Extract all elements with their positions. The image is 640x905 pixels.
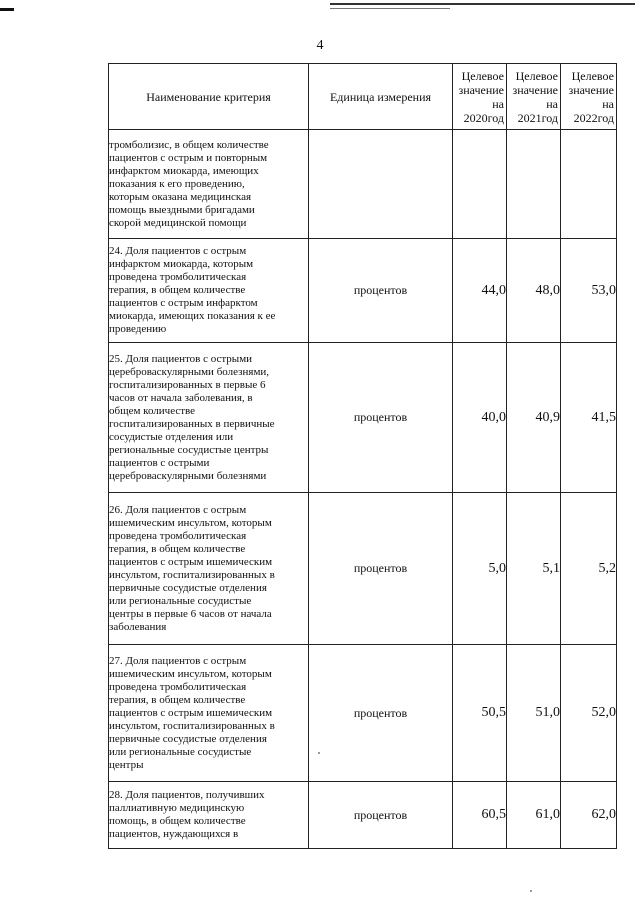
text-line: проведению <box>109 323 167 335</box>
text-line: миокарда, имеющих показания к ее <box>109 310 276 322</box>
table-row <box>109 782 617 849</box>
value-2020: 50,5 <box>453 645 507 782</box>
text-line: помощь выездными бригадами <box>109 203 255 216</box>
header-unit: Единица измерения <box>309 64 453 130</box>
text-line: или региональные сосудистые <box>109 745 252 758</box>
page-number: 4 <box>316 38 324 53</box>
text-line: пациентов с острым ишемическим <box>109 555 273 568</box>
value-2022: 52,0 <box>561 645 617 782</box>
text-line: инсультом, госпитализированных в <box>109 719 275 732</box>
value-2021 <box>507 130 561 239</box>
value-2022 <box>561 130 617 239</box>
text-line: терапия, в общем количестве <box>109 284 246 296</box>
text-line: цереброваскулярными болезнями, <box>109 365 270 378</box>
text-line: проведена тромболитическая <box>109 529 247 542</box>
table-row <box>109 645 617 782</box>
table-row <box>109 493 617 645</box>
header-line: на <box>492 96 504 111</box>
scan-line <box>330 3 635 5</box>
value-2022: 41,5 <box>561 343 617 493</box>
header-line: значение <box>458 82 504 97</box>
text-line: заболевания <box>109 620 167 633</box>
table-row <box>109 343 617 493</box>
criterion-name <box>109 343 309 493</box>
value-2021: 5,1 <box>507 493 561 645</box>
criteria-table <box>108 63 617 849</box>
text-line: паллиативную медицинскую <box>109 802 245 814</box>
text-line: проведена тромболитическая <box>109 271 247 283</box>
text-line: 27. Доля пациентов с острым <box>109 654 247 667</box>
text-line: общем количестве <box>109 404 196 417</box>
table-row <box>109 239 617 343</box>
scan-line <box>330 8 450 9</box>
criterion-name <box>109 493 309 645</box>
text-line: пациентов с острым и повторным <box>109 151 268 164</box>
unit-cell: процентов <box>309 782 453 849</box>
value-2020: 44,0 <box>453 239 507 343</box>
header-line: Целевое <box>515 68 558 83</box>
value-2022: 5,2 <box>561 493 617 645</box>
unit-cell: процентов <box>309 343 453 493</box>
text-line: показания к его проведению, <box>109 177 245 190</box>
criterion-name <box>109 239 309 343</box>
text-line: терапия, в общем количестве <box>109 542 246 555</box>
value-2022: 62,0 <box>561 782 617 849</box>
unit-cell: процентов <box>309 239 453 343</box>
criterion-name <box>109 782 309 849</box>
text-line: терапия, в общем количестве <box>109 693 246 706</box>
text-line: проведена тромболитическая <box>109 680 247 693</box>
text-line: 28. Доля пациентов, получивших <box>109 789 265 801</box>
header-line: значение <box>568 82 614 97</box>
text-line: которым оказана медицинская <box>109 190 252 203</box>
text-line: госпитализированных в первичные <box>109 417 275 430</box>
scan-speck <box>530 890 532 892</box>
criterion-name <box>109 130 309 239</box>
header-line: значение <box>512 82 558 97</box>
header-line: Целевое <box>571 68 614 83</box>
header-year-2020 <box>453 64 507 130</box>
scan-mark <box>0 8 14 11</box>
header-line: на <box>546 96 558 111</box>
header-year-2022 <box>561 64 617 130</box>
unit-cell <box>309 130 453 239</box>
value-2021: 61,0 <box>507 782 561 849</box>
text-line: сосудистые отделения или <box>109 430 234 443</box>
text-line: тромболизис, в общем количестве <box>109 138 269 151</box>
text-line: инфарктом миокарда, которым <box>109 258 254 270</box>
value-2021: 51,0 <box>507 645 561 782</box>
value-2020: 5,0 <box>453 493 507 645</box>
value-2022: 53,0 <box>561 239 617 343</box>
text-line: инсультом, госпитализированных в <box>109 568 275 581</box>
text-line: цереброваскулярными болезнями <box>109 469 267 482</box>
header-line: на <box>602 96 614 111</box>
text-line: пациентов, нуждающихся в <box>109 828 239 840</box>
value-2021: 40,9 <box>507 343 561 493</box>
criterion-name <box>109 645 309 782</box>
text-line: 24. Доля пациентов с острым <box>109 245 247 257</box>
header-row <box>109 64 617 130</box>
text-line: скорой медицинской помощи <box>109 216 247 229</box>
text-line: госпитализированных в первые 6 <box>109 378 266 391</box>
value-2021: 48,0 <box>507 239 561 343</box>
text-line: пациентов с острыми <box>109 456 210 469</box>
header-line: 2020год <box>463 110 504 125</box>
text-line: инфарктом миокарда, имеющих <box>109 164 259 177</box>
unit-cell: процентов <box>309 493 453 645</box>
value-2020: 40,0 <box>453 343 507 493</box>
text-line: региональные сосудистые центры <box>109 443 269 456</box>
table-row <box>109 130 617 239</box>
text-line: 26. Доля пациентов с острым <box>109 503 247 516</box>
text-line: помощь, в общем количестве <box>109 815 246 827</box>
text-line: или региональные сосудистые <box>109 594 252 607</box>
text-line: пациентов с острым ишемическим <box>109 706 273 719</box>
text-line: центры <box>109 758 144 771</box>
header-line: 2022год <box>573 110 614 125</box>
text-line: часов от начала заболевания, в <box>109 391 253 404</box>
text-line: ишемическим инсультом, которым <box>109 516 272 529</box>
value-2020 <box>453 130 507 239</box>
value-2020: 60,5 <box>453 782 507 849</box>
unit-cell: процентов <box>309 645 453 782</box>
text-line: 25. Доля пациентов с острыми <box>109 352 253 365</box>
text-line: первичные сосудистые отделения <box>109 581 267 594</box>
text-line: центры в первые 6 часов от начала <box>109 607 272 620</box>
header-line: Целевое <box>461 68 504 83</box>
text-line: пациентов с острым инфарктом <box>109 297 258 309</box>
header-year-2021 <box>507 64 561 130</box>
header-name: Наименование критерия <box>109 64 309 130</box>
text-line: первичные сосудистые отделения <box>109 732 267 745</box>
text-line: ишемическим инсультом, которым <box>109 667 272 680</box>
header-line: 2021год <box>517 110 558 125</box>
